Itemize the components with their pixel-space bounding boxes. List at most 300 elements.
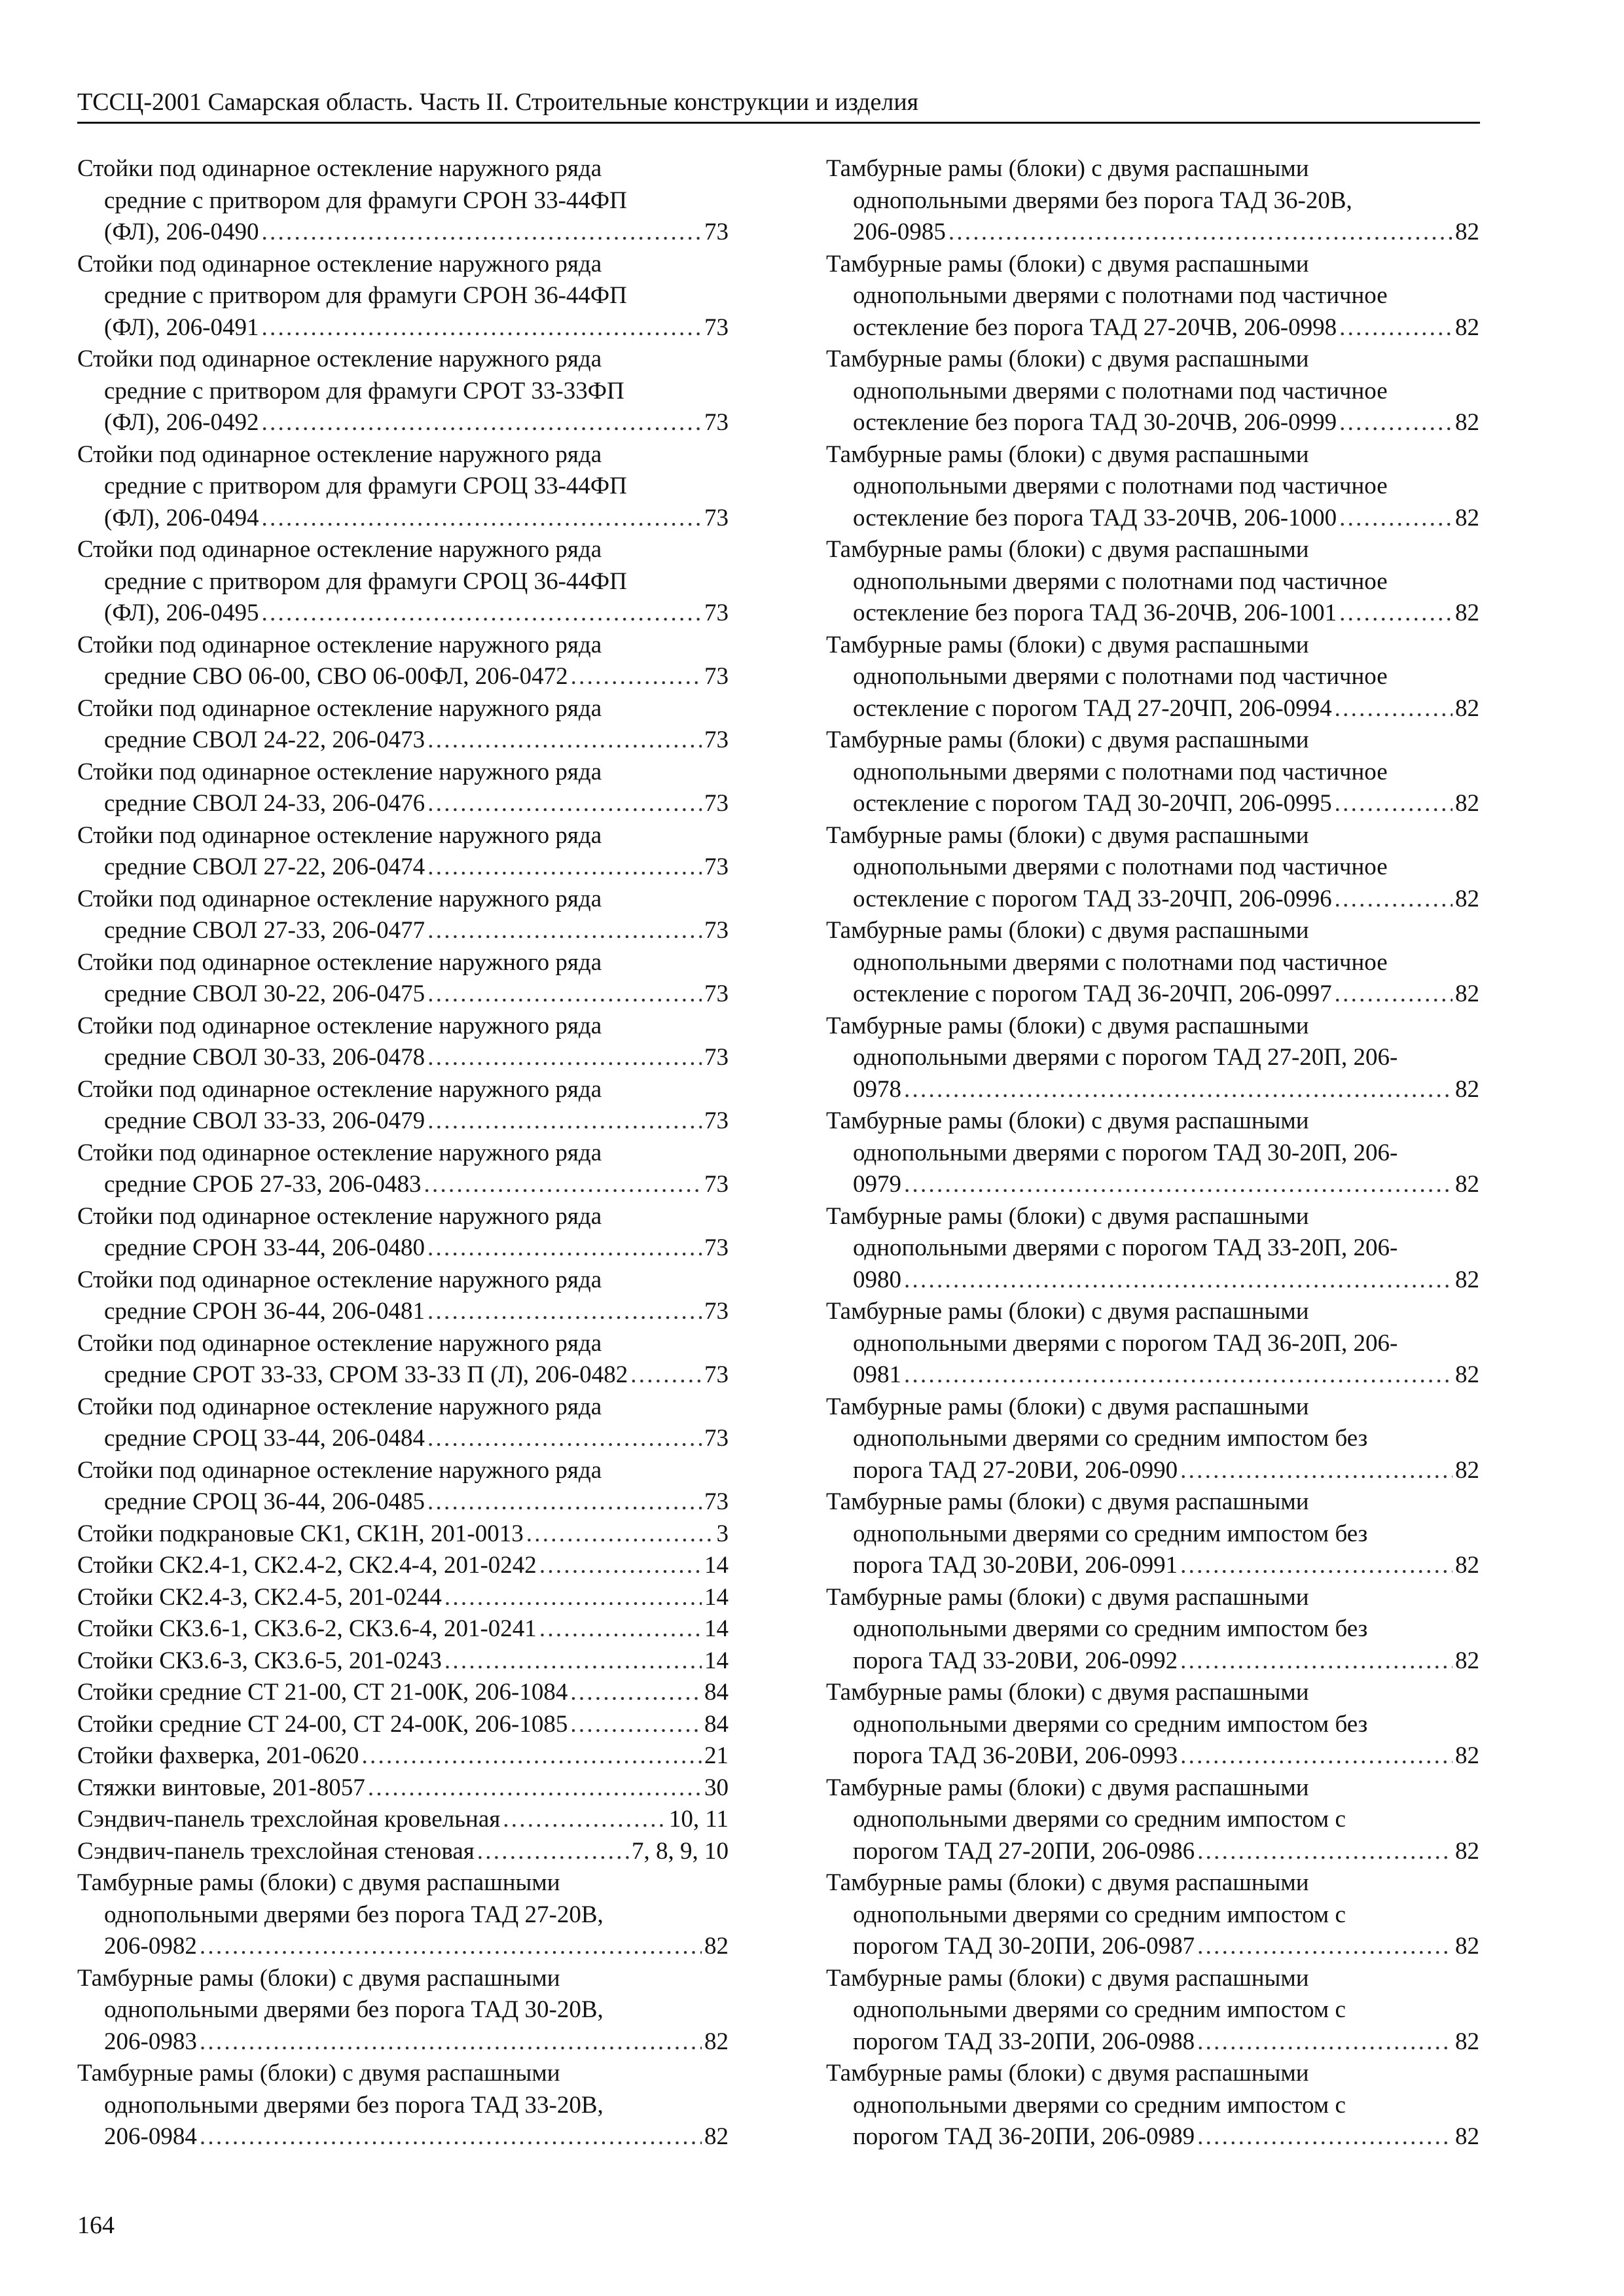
index-entry xyxy=(77,884,729,947)
index-entry xyxy=(77,1963,729,2058)
dot-leader xyxy=(904,1265,1453,1297)
entry-page-ref: 14 xyxy=(704,1647,729,1674)
entry-page-ref: 73 xyxy=(704,1171,729,1198)
entry-continuation-line: однопольными дверями с полотнами под частичное xyxy=(853,663,1388,690)
entry-final-line xyxy=(77,1169,729,1201)
index-entry xyxy=(77,1677,729,1709)
entry-heading-line: Стойки под одинарное остекление наружного ряда xyxy=(77,155,602,182)
entry-heading-line: Стойки под одинарное остекление наружного ряда xyxy=(77,631,602,658)
index-entry xyxy=(77,2058,729,2153)
entry-continuation-line: однопольными дверями с полотнами под частичное xyxy=(853,282,1388,309)
index-entry xyxy=(77,820,729,884)
index-entry xyxy=(77,534,729,630)
dot-leader xyxy=(200,1931,702,1963)
entry-page-ref: 73 xyxy=(704,663,729,690)
index-entry xyxy=(826,630,1479,725)
dot-leader xyxy=(1180,1550,1453,1582)
entry-page-ref: 82 xyxy=(1455,980,1479,1007)
entry-page-ref: 82 xyxy=(1455,2028,1479,2055)
dot-leader xyxy=(904,1359,1453,1391)
entry-continuation-line: однопольными дверями со средним импостом с xyxy=(853,2091,1346,2119)
dot-leader xyxy=(1335,788,1453,820)
entry-continuation-line: средние с притвором для фрамуги СРОЦ 36-44ФП xyxy=(104,567,627,595)
index-entry xyxy=(77,1740,729,1772)
entry-continuation-line: однопольными дверями с порогом ТАД 36-20П, 206- xyxy=(853,1329,1398,1357)
entry-continuation-line: однопольными дверями с полотнами под частичное xyxy=(853,377,1388,404)
entry-text: Стойки средние СТ 21-00, СТ 21-00К, 206-1084 xyxy=(77,1679,568,1706)
dot-leader xyxy=(477,1836,629,1868)
entry-text: порога ТАД 30-20ВИ, 206-0991 xyxy=(853,1552,1178,1579)
dot-leader xyxy=(1197,1836,1453,1868)
entry-text: порогом ТАД 33-20ПИ, 206-0988 xyxy=(853,2028,1195,2055)
index-entry xyxy=(826,1582,1479,1677)
entry-heading-line: Стойки под одинарное остекление наружного ряда xyxy=(77,536,602,563)
entry-heading-line: Стойки под одинарное остекление наружного ряда xyxy=(77,758,602,785)
entry-final-line xyxy=(77,1740,729,1772)
entry-heading-line: Стойки под одинарное остекление наружного ряда xyxy=(77,440,602,468)
index-entry xyxy=(826,249,1479,344)
entry-continuation-line: однопольными дверями со средним импостом без xyxy=(853,1425,1368,1452)
entry-heading-line: Тамбурные рамы (блоки) с двумя распашными xyxy=(826,1774,1309,1801)
entry-text: (ФЛ), 206-0494 xyxy=(104,504,259,531)
entry-text: остекление с порогом ТАД 33-20ЧП, 206-0996 xyxy=(853,885,1332,912)
running-header xyxy=(77,84,1480,124)
dot-leader xyxy=(503,1804,666,1836)
entry-page-ref: 73 xyxy=(704,1044,729,1071)
entry-final-line xyxy=(77,1423,729,1455)
entry-text: остекление без порога ТАД 30-20ЧВ, 206-0999 xyxy=(853,409,1337,436)
dot-leader xyxy=(427,1486,702,1518)
entry-final-line xyxy=(77,1582,729,1614)
entry-final-line xyxy=(77,217,729,249)
dot-leader xyxy=(571,661,702,693)
entry-final-line xyxy=(77,1296,729,1328)
entry-text: 0981 xyxy=(853,1361,901,1388)
entry-final-line xyxy=(77,312,729,344)
entry-heading-line: Тамбурные рамы (блоки) с двумя распашными xyxy=(826,1488,1309,1515)
entry-page-ref: 82 xyxy=(1455,1837,1479,1865)
entry-text: порога ТАД 33-20ВИ, 206-0992 xyxy=(853,1647,1178,1674)
entry-text: средние СРОТ 33-33, СРОМ 33-33 П (Л), 206-0482 xyxy=(104,1361,628,1388)
entry-continuation-line: однопольными дверями без порога ТАД 27-20В, xyxy=(104,1901,604,1928)
dot-leader xyxy=(427,725,702,757)
entry-heading-line: Тамбурные рамы (блоки) с двумя распашными xyxy=(826,1869,1309,1896)
index-entry xyxy=(77,1201,729,1265)
entry-heading-line: Стойки под одинарное остекление наружного ряда xyxy=(77,250,602,278)
entry-final-line xyxy=(77,1518,729,1551)
entry-text: 206-0984 xyxy=(104,2123,197,2150)
entry-heading-line: Тамбурные рамы (блоки) с двумя распашными xyxy=(826,1393,1309,1420)
entry-heading-line: Тамбурные рамы (блоки) с двумя распашными xyxy=(77,1869,560,1896)
dot-leader xyxy=(1180,1455,1453,1487)
entry-final-line xyxy=(77,503,729,535)
entry-text: Сэндвич-панель трехслойная стеновая xyxy=(77,1837,475,1865)
dot-leader xyxy=(444,1582,702,1614)
entry-page-ref: 84 xyxy=(704,1710,729,1738)
entry-final-line xyxy=(77,2121,729,2153)
entry-page-ref: 82 xyxy=(704,2123,729,2150)
index-entry xyxy=(77,1011,729,1074)
entry-page-ref: 73 xyxy=(704,314,729,341)
entry-final-line xyxy=(77,1042,729,1074)
entry-page-ref: 3 xyxy=(716,1520,729,1547)
entry-heading-line: Стойки под одинарное остекление наружного ряда xyxy=(77,1075,602,1103)
entry-text: остекление без порога ТАД 33-20ЧВ, 206-1000 xyxy=(853,504,1337,531)
dot-leader xyxy=(948,217,1453,249)
entry-page-ref: 82 xyxy=(1455,1647,1479,1674)
entry-continuation-line: однопольными дверями с порогом ТАД 27-20П, 206- xyxy=(853,1044,1398,1071)
entry-text: Стойки СК2.4-1, СК2.4-2, СК2.4-4, 201-0242 xyxy=(77,1552,537,1579)
entry-heading-line: Стойки под одинарное остекление наружного ряда xyxy=(77,1266,602,1293)
index-entry xyxy=(77,947,729,1011)
dot-leader xyxy=(1335,693,1453,725)
entry-page-ref: 82 xyxy=(1455,1361,1479,1388)
index-entry xyxy=(77,1804,729,1836)
dot-leader xyxy=(444,1645,702,1677)
dot-leader xyxy=(1335,978,1453,1011)
index-entry xyxy=(826,439,1479,535)
entry-page-ref: 10, 11 xyxy=(668,1806,729,1833)
entry-text: 0979 xyxy=(853,1171,901,1198)
entry-page-ref: 82 xyxy=(704,1933,729,1960)
entry-continuation-line: средние с притвором для фрамуги СРОН 33-44ФП xyxy=(104,187,627,214)
entry-heading-line: Стойки под одинарное остекление наружного ряда xyxy=(77,346,602,372)
entry-heading-line: Стойки под одинарное остекление наружного ряда xyxy=(77,1393,602,1420)
entry-final-line xyxy=(826,978,1479,1011)
dot-leader xyxy=(1197,2026,1453,2058)
entry-final-line xyxy=(77,1613,729,1645)
entry-final-line xyxy=(826,312,1479,344)
entry-text: (ФЛ), 206-0491 xyxy=(104,314,259,341)
entry-heading-line: Тамбурные рамы (блоки) с двумя распашными xyxy=(826,1298,1309,1325)
entry-final-line xyxy=(77,1105,729,1138)
entry-heading-line: Тамбурные рамы (блоки) с двумя распашными xyxy=(826,631,1309,658)
entry-continuation-line: однопольными дверями без порога ТАД 30-20В, xyxy=(104,1996,604,2023)
entry-continuation-line: средние с притвором для фрамуги СРОЦ 33-44ФП xyxy=(104,473,627,499)
dot-leader xyxy=(539,1613,702,1645)
entry-continuation-line: однопольными дверями без порога ТАД 36-20В, xyxy=(853,187,1352,214)
index-entry xyxy=(826,1867,1479,1963)
entry-page-ref: 82 xyxy=(1455,1456,1479,1484)
entry-text: порога ТАД 36-20ВИ, 206-0993 xyxy=(853,1742,1178,1769)
dot-leader xyxy=(262,407,702,439)
index-entry xyxy=(826,820,1479,916)
entry-continuation-line: однопольными дверями со средним импостом без xyxy=(853,1710,1368,1738)
entry-heading-line: Стойки под одинарное остекление наружного ряда xyxy=(77,694,602,722)
entry-text: остекление с порогом ТАД 36-20ЧП, 206-0997 xyxy=(853,980,1332,1007)
entry-heading-line: Тамбурные рамы (блоки) с двумя распашными xyxy=(826,2060,1309,2087)
dot-leader xyxy=(368,1772,702,1804)
entry-final-line xyxy=(77,1645,729,1677)
entry-text: средние СВОЛ 30-33, 206-0478 xyxy=(104,1044,425,1071)
index-entry xyxy=(826,344,1479,439)
entry-heading-line: Тамбурные рамы (блоки) с двумя распашными xyxy=(826,250,1309,278)
entry-text: 0980 xyxy=(853,1266,901,1293)
index-entry xyxy=(826,1201,1479,1297)
index-entry xyxy=(826,1772,1479,1868)
entry-page-ref: 82 xyxy=(1455,600,1479,626)
entry-final-line xyxy=(77,1677,729,1709)
entry-continuation-line: однопольными дверями с порогом ТАД 30-20П, 206- xyxy=(853,1139,1398,1166)
entry-page-ref: 84 xyxy=(704,1679,729,1706)
entry-heading-line: Стойки под одинарное остекление наружного ряда xyxy=(77,948,602,976)
entry-text: средние СРОЦ 33-44, 206-0484 xyxy=(104,1425,425,1452)
entry-page-ref: 73 xyxy=(704,1425,729,1452)
entry-final-line xyxy=(77,915,729,947)
entry-page-ref: 82 xyxy=(1455,790,1479,817)
dot-leader xyxy=(1197,1931,1453,1963)
index-entry xyxy=(826,915,1479,1011)
entry-page-ref: 82 xyxy=(1455,1933,1479,1960)
entry-heading-line: Стойки под одинарное остекление наружного ряда xyxy=(77,821,602,849)
entry-continuation-line: однопольными дверями с порогом ТАД 33-20П, 206- xyxy=(853,1234,1398,1261)
entry-text: 0978 xyxy=(853,1075,901,1103)
entry-heading-line: Стойки под одинарное остекление наружного ряда xyxy=(77,885,602,912)
dot-leader xyxy=(262,598,702,630)
entry-final-line xyxy=(826,1931,1479,1963)
entry-text: (ФЛ), 206-0492 xyxy=(104,409,259,436)
entry-final-line xyxy=(77,1486,729,1518)
entry-final-line xyxy=(77,978,729,1011)
entry-final-line xyxy=(826,1169,1479,1201)
entry-text: средние СВОЛ 24-33, 206-0476 xyxy=(104,790,425,817)
entry-page-ref: 82 xyxy=(1455,694,1479,722)
entry-page-ref: 73 xyxy=(704,1107,729,1134)
dot-leader xyxy=(427,1105,702,1138)
entry-page-ref: 82 xyxy=(1455,1266,1479,1293)
index-entry xyxy=(77,757,729,820)
entry-heading-line: Тамбурные рамы (блоки) с двумя распашными xyxy=(77,1964,560,1992)
entry-final-line xyxy=(826,217,1479,249)
index-entry xyxy=(826,534,1479,630)
entry-page-ref: 73 xyxy=(704,1298,729,1325)
entry-page-ref: 82 xyxy=(1455,1171,1479,1198)
entry-heading-line: Стойки под одинарное остекление наружного ряда xyxy=(77,1329,602,1357)
entry-page-ref: 73 xyxy=(704,1361,729,1388)
entry-final-line xyxy=(826,1074,1479,1106)
entry-heading-line: Тамбурные рамы (блоки) с двумя распашными xyxy=(826,1107,1309,1134)
entry-final-line xyxy=(77,725,729,757)
entry-final-line xyxy=(77,1931,729,1963)
entry-page-ref: 73 xyxy=(704,980,729,1007)
dot-leader xyxy=(1339,312,1453,344)
entry-heading-line: Тамбурные рамы (блоки) с двумя распашными xyxy=(826,440,1309,468)
dot-leader xyxy=(427,1232,702,1265)
entry-heading-line: Тамбурные рамы (блоки) с двумя распашными xyxy=(826,726,1309,753)
entry-continuation-line: однопольными дверями без порога ТАД 33-20В, xyxy=(104,2091,604,2119)
entry-text: Сэндвич-панель трехслойная кровельная xyxy=(77,1806,501,1833)
entry-final-line xyxy=(77,1709,729,1741)
dot-leader xyxy=(200,2026,702,2058)
entry-text: порогом ТАД 30-20ПИ, 206-0987 xyxy=(853,1933,1195,1960)
entry-heading-line: Стойки под одинарное остекление наружного ряда xyxy=(77,1012,602,1039)
entry-page-ref: 82 xyxy=(1455,1075,1479,1103)
index-entry xyxy=(826,2058,1479,2153)
index-entry xyxy=(826,1391,1479,1487)
index-entry xyxy=(826,1963,1479,2058)
entry-final-line xyxy=(826,407,1479,439)
entry-continuation-line: средние с притвором для фрамуги СРОН 36-44ФП xyxy=(104,282,627,309)
entry-page-ref: 73 xyxy=(704,219,729,245)
entry-page-ref: 14 xyxy=(704,1552,729,1579)
entry-page-ref: 21 xyxy=(704,1742,729,1769)
entry-continuation-line: средние с притвором для фрамуги СРОТ 33-33ФП xyxy=(104,377,624,404)
entry-text: порогом ТАД 36-20ПИ, 206-0989 xyxy=(853,2123,1195,2150)
entry-page-ref: 82 xyxy=(1455,1742,1479,1769)
entry-final-line xyxy=(77,2026,729,2058)
index-entry xyxy=(77,630,729,693)
entry-page-ref: 82 xyxy=(1455,314,1479,341)
index-column-right xyxy=(826,153,1479,2153)
entry-heading-line: Тамбурные рамы (блоки) с двумя распашными xyxy=(826,821,1309,849)
dot-leader xyxy=(427,978,702,1011)
entry-text: Стойки СК3.6-3, СК3.6-5, 201-0243 xyxy=(77,1647,442,1674)
entry-continuation-line: однопольными дверями с полотнами под частичное xyxy=(853,473,1388,499)
dot-leader xyxy=(427,915,702,947)
dot-leader xyxy=(427,852,702,884)
entry-continuation-line: однопольными дверями со средним импостом без xyxy=(853,1520,1368,1547)
entry-page-ref: 73 xyxy=(704,790,729,817)
entry-text: средние СВОЛ 33-33, 206-0479 xyxy=(104,1107,425,1134)
entry-text: средние СВО 06-00, СВО 06-00ФЛ, 206-0472 xyxy=(104,663,568,690)
entry-final-line xyxy=(77,661,729,693)
dot-leader xyxy=(1335,884,1453,916)
entry-final-line xyxy=(77,598,729,630)
entry-page-ref: 73 xyxy=(704,726,729,753)
entry-heading-line: Тамбурные рамы (блоки) с двумя распашными xyxy=(826,1202,1309,1230)
entry-text: остекление с порогом ТАД 30-20ЧП, 206-0995 xyxy=(853,790,1332,817)
dot-leader xyxy=(427,788,702,820)
entry-text: остекление с порогом ТАД 27-20ЧП, 206-0994 xyxy=(853,694,1332,722)
entry-final-line xyxy=(77,1359,729,1391)
entry-page-ref: 73 xyxy=(704,409,729,436)
entry-heading-line: Тамбурные рамы (блоки) с двумя распашными xyxy=(826,536,1309,563)
entry-text: (ФЛ), 206-0495 xyxy=(104,600,259,626)
entry-final-line xyxy=(826,1836,1479,1868)
entry-final-line xyxy=(77,788,729,820)
dot-leader xyxy=(904,1074,1453,1106)
entry-text: 206-0982 xyxy=(104,1933,197,1960)
entry-heading-line: Тамбурные рамы (блоки) с двумя распашными xyxy=(826,346,1309,372)
index-entry xyxy=(77,249,729,344)
entry-continuation-line: однопольными дверями со средним импостом с xyxy=(853,1901,1346,1928)
entry-final-line xyxy=(826,2121,1479,2153)
dot-leader xyxy=(1339,407,1453,439)
index-entry xyxy=(77,693,729,757)
entry-final-line xyxy=(826,1359,1479,1391)
index-entry xyxy=(77,1867,729,1963)
entry-heading-line: Тамбурные рамы (блоки) с двумя распашными xyxy=(826,1012,1309,1039)
dot-leader xyxy=(1339,503,1453,535)
entry-page-ref: 14 xyxy=(704,1583,729,1611)
dot-leader xyxy=(200,2121,702,2153)
entry-text: остекление без порога ТАД 27-20ЧВ, 206-0998 xyxy=(853,314,1337,341)
entry-page-ref: 82 xyxy=(704,2028,729,2055)
entry-text: Стойки средние СТ 24-00, СТ 24-00К, 206-1085 xyxy=(77,1710,568,1738)
entry-page-ref: 73 xyxy=(704,504,729,531)
entry-final-line xyxy=(77,1550,729,1582)
index-entry xyxy=(826,1011,1479,1106)
entry-final-line xyxy=(826,1455,1479,1487)
header-title: ТССЦ-2001 Самарская область. Часть II. Строительные конструкции и изделия xyxy=(77,88,919,116)
dot-leader xyxy=(570,1709,702,1741)
index-entry xyxy=(77,1836,729,1868)
entry-final-line xyxy=(77,407,729,439)
dot-leader xyxy=(361,1740,702,1772)
entry-text: средние СРОН 36-44, 206-0481 xyxy=(104,1298,425,1325)
index-column-left xyxy=(77,153,729,2153)
entry-text: порога ТАД 27-20ВИ, 206-0990 xyxy=(853,1456,1178,1484)
index-entry xyxy=(77,1582,729,1614)
dot-leader xyxy=(1180,1645,1453,1677)
entry-final-line xyxy=(77,1836,729,1868)
index-entry xyxy=(826,1296,1479,1391)
index-entry xyxy=(826,725,1479,820)
index-entry xyxy=(77,1550,729,1582)
entry-page-ref: 82 xyxy=(1455,504,1479,531)
entry-final-line xyxy=(77,1772,729,1804)
entry-final-line xyxy=(826,598,1479,630)
dot-leader xyxy=(539,1550,702,1582)
entry-final-line xyxy=(77,1804,729,1836)
entry-page-ref: 73 xyxy=(704,917,729,944)
entry-text: Стойки СК2.4-3, СК2.4-5, 201-0244 xyxy=(77,1583,442,1611)
entry-text: средние СРОБ 27-33, 206-0483 xyxy=(104,1171,422,1198)
index-entry xyxy=(826,1677,1479,1772)
entry-final-line xyxy=(77,852,729,884)
entry-page-ref: 7, 8, 9, 10 xyxy=(632,1837,729,1865)
entry-text: средние СВОЛ 27-22, 206-0474 xyxy=(104,853,425,880)
entry-text: порогом ТАД 27-20ПИ, 206-0986 xyxy=(853,1837,1195,1865)
index-entry xyxy=(77,439,729,535)
index-entry xyxy=(77,1391,729,1455)
entry-text: средние СРОН 33-44, 206-0480 xyxy=(104,1234,425,1261)
entry-final-line xyxy=(826,503,1479,535)
dot-leader xyxy=(1180,1740,1453,1772)
entry-page-ref: 82 xyxy=(1455,885,1479,912)
entry-continuation-line: однопольными дверями с полотнами под частичное xyxy=(853,853,1388,880)
dot-leader xyxy=(262,312,702,344)
dot-leader xyxy=(526,1518,714,1551)
entry-page-ref: 82 xyxy=(1455,1552,1479,1579)
index-entry xyxy=(77,1074,729,1138)
entry-final-line xyxy=(826,788,1479,820)
entry-page-ref: 73 xyxy=(704,853,729,880)
entry-continuation-line: однопольными дверями со средним импостом без xyxy=(853,1615,1368,1642)
dot-leader xyxy=(427,1423,702,1455)
entry-heading-line: Стойки под одинарное остекление наружного ряда xyxy=(77,1202,602,1230)
entry-text: Стойки фахверка, 201-0620 xyxy=(77,1742,359,1769)
entry-heading-line: Стойки под одинарное остекление наружного ряда xyxy=(77,1139,602,1166)
entry-continuation-line: однопольными дверями с полотнами под частичное xyxy=(853,758,1388,785)
index-entry xyxy=(826,1105,1479,1201)
index-entry xyxy=(77,1328,729,1391)
index-entry xyxy=(77,1709,729,1741)
entry-heading-line: Тамбурные рамы (блоки) с двумя распашными xyxy=(826,917,1309,944)
index-entry xyxy=(826,1486,1479,1582)
entry-heading-line: Тамбурные рамы (блоки) с двумя распашными xyxy=(826,1583,1309,1611)
entry-text: 206-0985 xyxy=(853,219,946,245)
entry-heading-line: Тамбурные рамы (блоки) с двумя распашными xyxy=(826,1964,1309,1992)
entry-page-ref: 73 xyxy=(704,600,729,626)
index-entry xyxy=(77,1455,729,1518)
dot-leader xyxy=(262,503,702,535)
entry-heading-line: Тамбурные рамы (блоки) с двумя распашными xyxy=(77,2060,560,2087)
entry-continuation-line: однопольными дверями со средним импостом с xyxy=(853,1806,1346,1833)
entry-page-ref: 14 xyxy=(704,1615,729,1642)
index-entry xyxy=(77,1613,729,1645)
entry-heading-line: Тамбурные рамы (блоки) с двумя распашными xyxy=(826,155,1309,182)
